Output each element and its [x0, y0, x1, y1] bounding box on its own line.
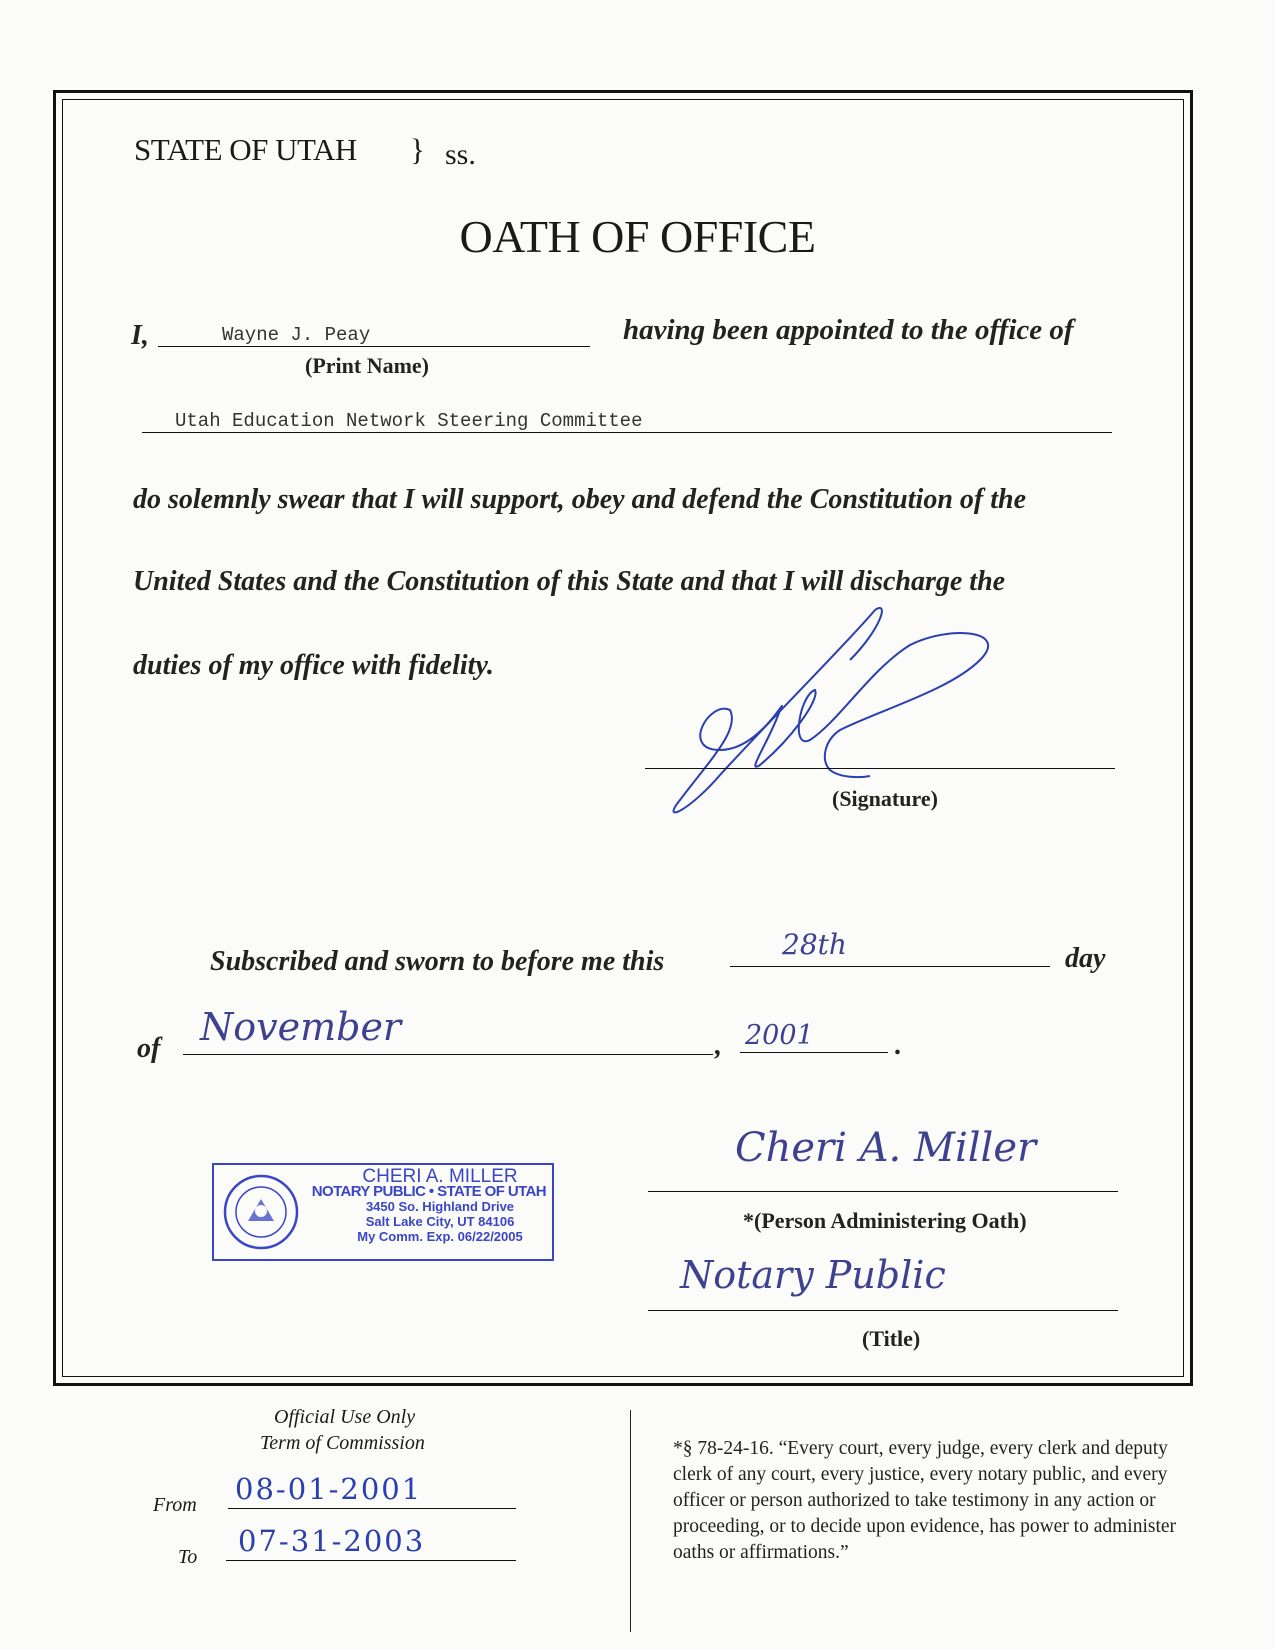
name-line: [158, 346, 590, 347]
period: .: [895, 1030, 902, 1061]
signature-caption: (Signature): [832, 786, 938, 811]
subscribed-lead: Subscribed and sworn to before me this: [210, 946, 665, 977]
notary-stamp: [212, 1163, 554, 1261]
oath-line-3: duties of my office with fidelity.: [133, 650, 494, 681]
to-line: [226, 1560, 516, 1561]
stamp-address: 3450 So. Highland Drive: [365, 1199, 515, 1214]
signature-line: [645, 768, 1115, 769]
state-heading: STATE OF UTAH: [134, 132, 357, 167]
signature-scribble: [650, 600, 1010, 830]
brace: }: [410, 132, 425, 167]
state-seal-icon: [222, 1173, 300, 1251]
document-title: OATH OF OFFICE: [459, 211, 816, 262]
title-caption: (Title): [862, 1326, 921, 1351]
day-line: [730, 966, 1050, 967]
to-value: 07-31-2003: [238, 1524, 426, 1558]
ss-mark: ss.: [445, 138, 476, 171]
i-prefix: I,: [131, 320, 149, 351]
administrator-line: [648, 1191, 1118, 1192]
year-line: [740, 1052, 888, 1053]
printed-name: Wayne J. Peay: [222, 324, 371, 346]
month-value: November: [200, 1005, 402, 1049]
official-use-heading: Official Use Only: [274, 1406, 416, 1428]
stamp-title: NOTARY PUBLIC • STATE OF UTAH: [311, 1183, 546, 1200]
day-word: day: [1065, 943, 1106, 974]
office-value: Utah Education Network Steering Committee: [175, 410, 643, 432]
print-name-caption: (Print Name): [305, 353, 430, 378]
stamp-name: CHERI A. MILLER: [362, 1166, 518, 1187]
from-value: 08-01-2001: [235, 1472, 423, 1506]
day-value: 28th: [782, 928, 847, 961]
office-lead: having been appointed to the office of: [623, 314, 1074, 346]
oath-line-2: United States and the Constitution of this State and that I will discharge the: [133, 566, 1006, 597]
statute-text: *§ 78-24-16. “Every court, every judge, every clerk and deputy clerk of any court, every justice, every notary public, and every officer or person authorized to take testimony in any action or proceeding, or to decide upon evidence, has power to administer oaths or affirmations.”: [673, 1438, 1177, 1563]
from-line: [228, 1508, 516, 1509]
stamp-expiration: My Comm. Exp. 06/22/2005: [357, 1229, 523, 1244]
from-label: From: [153, 1494, 197, 1516]
oath-line-1: do solemnly swear that I will support, obey and defend the Constitution of the: [133, 484, 1026, 515]
title-value: Notary Public: [680, 1253, 946, 1297]
stamp-city: Salt Lake City, UT 84106: [365, 1214, 515, 1229]
of-word: of: [137, 1033, 161, 1064]
administrator-caption: *(Person Administering Oath): [743, 1208, 1027, 1233]
title-line: [648, 1310, 1118, 1311]
to-label: To: [178, 1546, 198, 1568]
comma: ,: [715, 1030, 722, 1061]
month-line: [183, 1054, 713, 1055]
term-heading: Term of Commission: [260, 1432, 425, 1454]
administrator-signature: Cheri A. Miller: [735, 1125, 1037, 1171]
footer-divider: [630, 1410, 631, 1632]
year-value: 2001: [745, 1020, 814, 1051]
office-line: [142, 432, 1112, 433]
